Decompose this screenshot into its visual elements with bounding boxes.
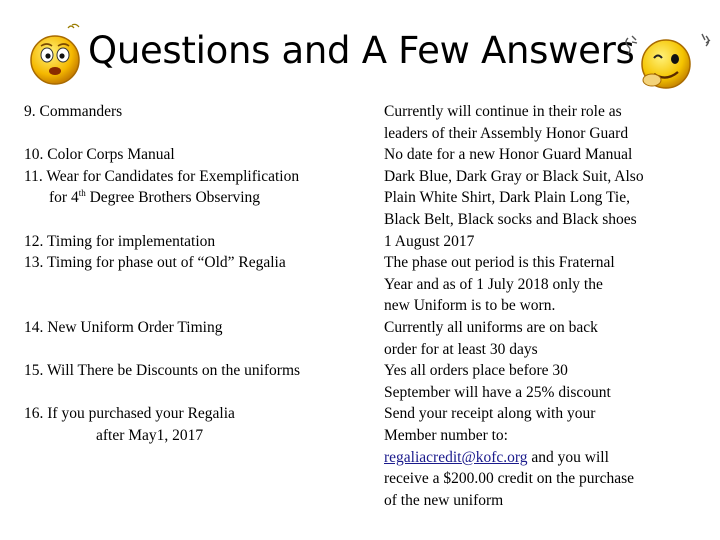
- confused-smiley-icon: [26, 22, 88, 88]
- answer-line: Currently will continue in their role as: [384, 103, 622, 120]
- answer-line: Year and as of 1 July 2018 only the: [384, 275, 603, 293]
- question-13: 13. Timing for phase out of “Old” Regalia: [24, 254, 286, 272]
- question-11: 11. Wear for Candidates for Exemplification: [24, 167, 300, 185]
- question-16: 16. If you purchased your Regalia: [24, 405, 235, 423]
- answers-column: [384, 101, 714, 511]
- question-12: 12. Timing for implementation: [24, 232, 216, 250]
- answer-line: order for at least 30 days: [384, 340, 538, 358]
- answer-line: of the new uniform: [384, 491, 504, 509]
- answer-line: The phase out period is this Fraternal: [384, 254, 615, 272]
- answer-line: No date for a new Honor Guard Manual: [384, 146, 633, 164]
- answer-line: receive a $200.00 credit on the purchase: [384, 470, 635, 488]
- question-10: 10. Color Corps Manual: [24, 146, 175, 164]
- answer-line: Member number to:: [384, 426, 508, 444]
- answer-line: Plain White Shirt, Dark Plain Long Tie,: [384, 189, 630, 207]
- email-link[interactable]: regaliacredit@kofc.org: [384, 448, 528, 466]
- question-14: 14. New Uniform Order Timing: [24, 318, 223, 336]
- answer-line: 1 August 2017: [384, 232, 475, 250]
- questions-column: [24, 101, 364, 447]
- question-15: 15. Will There be Discounts on the uniforms: [24, 362, 301, 380]
- answer-line: Dark Blue, Dark Gray or Black Suit, Also: [384, 167, 644, 185]
- header: [0, 22, 720, 92]
- question-9: 9. Commanders: [24, 103, 123, 120]
- answer-line: Black Belt, Black socks and Black shoes: [384, 210, 637, 228]
- answer-line: new Uniform is to be worn.: [384, 297, 556, 315]
- answer-line: Currently all uniforms are on back: [384, 318, 598, 336]
- question-16-continued: after May1, 2017: [96, 426, 204, 444]
- answer-line: Yes all orders place before 30: [384, 362, 568, 380]
- page-title: Questions and A Few Answers: [88, 29, 635, 72]
- answer-line: leaders of their Assembly Honor Guard: [384, 124, 629, 142]
- email-line: regaliacredit@kofc.org and you will: [384, 448, 609, 466]
- question-11-continued: for 4th Degree Brothers Observing: [49, 188, 261, 207]
- answer-line: Send your receipt along with your: [384, 405, 596, 423]
- answer-line: September will have a 25% discount: [384, 383, 611, 401]
- thinking-smiley-icon: [620, 30, 716, 92]
